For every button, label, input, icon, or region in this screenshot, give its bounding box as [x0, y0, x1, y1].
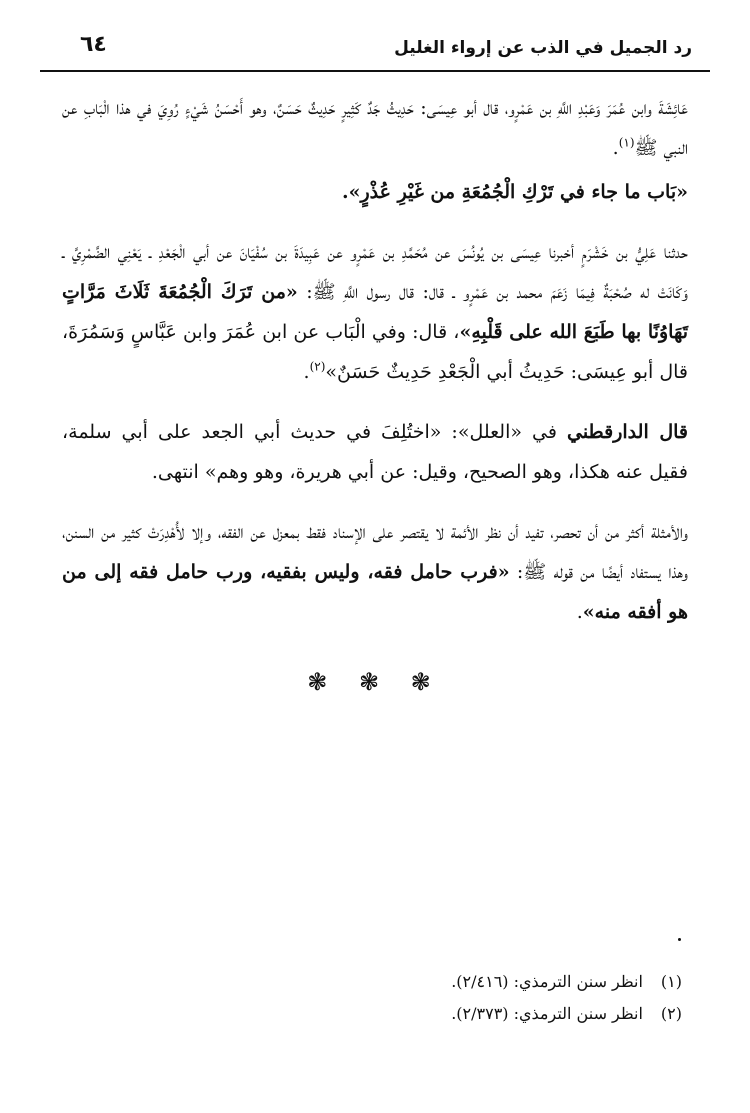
daraqutni-label: قال الدارقطني [566, 421, 689, 443]
footnote-1 [122, 966, 682, 998]
footnote-2-number: (٢) [660, 1004, 682, 1023]
section-ornament: ❃ ❃ ❃ [307, 668, 443, 696]
page-number: ٦٤ [80, 32, 107, 57]
footnote-1-text: انظر سنن الترمذي: (٢/٤١٦). [451, 972, 643, 991]
hadith-end: . [303, 361, 310, 383]
daraqutni-paragraph [62, 412, 688, 492]
conclusion-end: . [576, 601, 583, 623]
hadith-commentary: ، قال: وفي الْبَاب عن ابن عُمَرَ وابن عَبَّاسٍ وَسَمُرَةَ، قال أبو عِيسَى: حَدِيثُ أبي الْجَعْدِ حَدِيثٌ حَسَنٌ» [62, 321, 688, 383]
hadith-quote: «من تَرَكَ الْجُمُعَةَ ثَلَاثَ مَرَّاتٍ تَهَاوُنًا بها طَبَعَ الله على قَلْبِهِ» [62, 281, 688, 343]
running-title: رد الجميل في الذب عن إرواء الغليل [394, 38, 692, 58]
footnote-ref-2: (٢) [309, 359, 326, 374]
paragraph-1-text: عَائِشَةَ وابن عُمَرَ وَعَبْدِ اللَّهِ بن عَمْرٍو، قال أبو عِيسَى: حَدِيثُ جَدٌ كَثِيرٍ حَدِيثٌ حَسَنٌ، وهو أَحْسَنُ شَيْءٍ رُوِيَ في هذا الْبَابِ عن النبي ﷺ [62, 97, 688, 159]
daraqutni-text: في «العلل»: «اختُلِفَ في حديث أبي الجعد على أبي سلمة، فقيل عنه هكذا، وهو الصحيح، وقيل: عن أبي هريرة، وهو وهم» انتهى. [62, 421, 688, 483]
paragraph-1 [62, 88, 688, 168]
footnote-1-number: (١) [660, 972, 682, 991]
conclusion-paragraph [62, 512, 688, 632]
footnote-2-text: انظر سنن الترمذي: (٢/٣٧٣). [451, 1004, 643, 1023]
footnote-2 [122, 998, 682, 1030]
page-header [40, 30, 710, 72]
conclusion-text: والأمثلة أكثر من أن تحصر، تفيد أن نظر الأئمة لا يقتصر على الإسناد فقط بمعزل عن الفقه، وإلا لأُهْدِرَتْ كثير من السنن، وهذا يستفاد أيضًا من قوله ﷺ: [62, 521, 688, 583]
footnote-separator [678, 938, 681, 941]
chapter-heading: «بَاب ما جاء في تَرْكِ الْجُمُعَةِ من غَيْرِ عُذْرٍ». [342, 181, 688, 203]
hadith-chain: حدثنا عَلِيُّ بن خَشْرَمٍ أخبرنا عِيسَى بن يُونُسَ عن مُحَمَّدِ بن عَمْرٍو عن عَبِيدَةَ بن سُفْيَانَ عن أبي الْجَعْدِ ـ يَعْنِي الضَّمْرِيَّ ـ وَكَانَتْ له صُحْبَةٌ فِيمَا زَعَمَ محمد بن عَمْرٍو ـ قال: قال رسول اللَّهِ ﷺ: [62, 241, 689, 303]
page-body [62, 88, 688, 632]
footnote-ref-1: (١) [618, 135, 635, 150]
conclusion-quote: «فرب حامل فقه، وليس بفقيه، ورب حامل فقه إلى من هو أفقه منه» [62, 561, 688, 623]
hadith-paragraph [62, 232, 688, 392]
footnotes [122, 966, 682, 1030]
paragraph-1-end: . [612, 137, 619, 159]
